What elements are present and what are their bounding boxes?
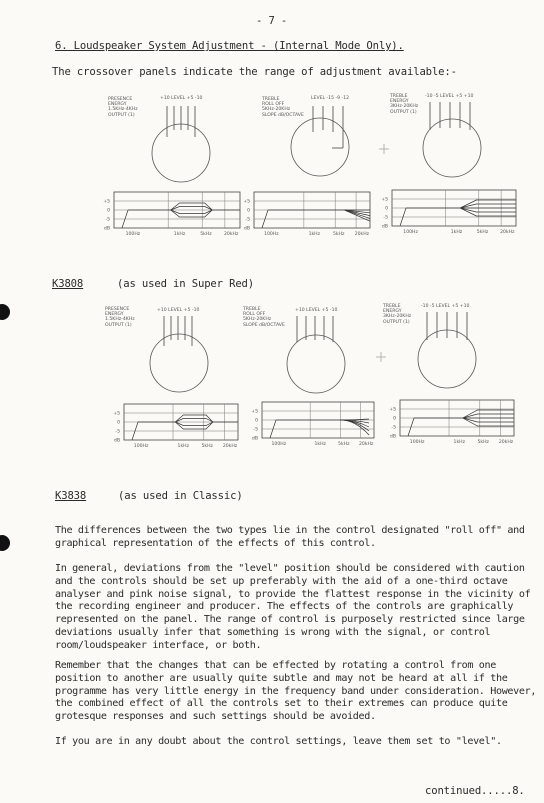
x-tick-label: 100Hz <box>403 230 418 235</box>
x-tick-label: 100Hz <box>264 232 279 237</box>
panel-use-k3808: (as used in Super Red) <box>117 278 255 290</box>
x-tick-label: 5kHz <box>200 232 212 237</box>
knob-scale: LEVEL -15 -9 -12 <box>311 96 350 101</box>
x-tick-label: 5kHz <box>477 440 489 445</box>
y-tick-label: dB <box>389 434 396 440</box>
x-tick-label: 1kHz <box>177 444 190 449</box>
knob-dial <box>285 312 355 407</box>
panel-model-k3808: K3808 <box>52 278 84 290</box>
response-curve <box>463 414 514 418</box>
y-tick-label: -5 <box>253 427 258 433</box>
x-tick-label: 1kHz <box>453 440 466 445</box>
y-tick-label: +5 <box>113 411 120 417</box>
response-curve <box>175 422 213 426</box>
plus-mark <box>379 144 389 154</box>
x-tick-label: 5kHz <box>201 444 213 449</box>
response-graph <box>244 400 384 460</box>
y-tick-label: dB <box>251 436 258 442</box>
knob-dial <box>420 98 500 193</box>
punch-hole-bottom <box>0 535 10 551</box>
x-tick-label: 100Hz <box>409 440 425 445</box>
panel-model-k3838: K3838 <box>55 490 87 502</box>
y-tick-label: 0 <box>117 420 120 426</box>
panel-use-k3838: (as used in Classic) <box>118 490 243 502</box>
y-tick-label: dB <box>243 226 250 232</box>
x-tick-label: 1kHz <box>314 442 326 447</box>
response-graph <box>236 190 376 250</box>
x-tick-label: 100Hz <box>271 442 287 447</box>
response-graph <box>382 398 522 458</box>
x-tick-label: 1kHz <box>450 230 463 235</box>
y-tick-label: -5 <box>245 217 250 223</box>
y-tick-label: dB <box>381 224 388 230</box>
knob-label: TREBLE ROLL OFF 5KHz-20KHz SLOPE dB/OCTAVE <box>243 307 285 328</box>
x-tick-label: 20kHz <box>223 232 239 237</box>
response-graph <box>374 188 524 248</box>
x-tick-label: 100Hz <box>133 444 149 449</box>
y-tick-label: dB <box>113 438 120 444</box>
response-curve <box>463 418 514 422</box>
x-tick-label: 1kHz <box>173 232 186 237</box>
section-heading: 6. Loudspeaker System Adjustment - (Internal Mode Only). <box>55 40 404 52</box>
y-tick-label: -5 <box>105 217 110 223</box>
knob-scale: +10 LEVEL +5 -10 <box>160 96 203 101</box>
y-tick-label: 0 <box>393 416 396 422</box>
y-tick-label: +5 <box>389 407 396 413</box>
response-curve <box>171 210 213 214</box>
knob-scale: -10 -5 LEVEL +5 +10 <box>425 94 474 99</box>
y-tick-label: -5 <box>391 425 396 431</box>
x-tick-label: 20kHz <box>222 444 238 449</box>
knob-scale: -10 -5 LEVEL +5 +10 <box>421 304 470 309</box>
response-graph <box>96 190 246 250</box>
response-curve <box>175 419 213 423</box>
footer-continued: continued.....8. <box>425 785 525 797</box>
knob-label: TREBLE ENERGY 3KHz-20KHz OUTPUT (1) <box>390 94 419 115</box>
response-curve <box>171 207 213 211</box>
y-tick-label: -5 <box>383 215 388 221</box>
x-tick-label: 5kHz <box>332 232 345 237</box>
x-tick-label: 20kHz <box>354 232 370 237</box>
x-tick-label: 100Hz <box>125 232 141 237</box>
response-graph <box>106 402 246 462</box>
punch-hole-top <box>0 304 10 320</box>
knob-dial <box>290 100 370 195</box>
plus-mark <box>376 352 386 362</box>
page-number: - 7 - <box>256 15 288 27</box>
knob-label: TREBLE ROLL OFF 5KHz-20KHz SLOPE dB/OCTAVE <box>262 97 304 118</box>
x-tick-label: 1kHz <box>308 232 321 237</box>
knob-dial <box>415 308 495 403</box>
knob-scale: +10 LEVEL +5 -10 <box>295 308 338 313</box>
intro-text: The crossover panels indicate the range of adjustment available:- <box>52 66 457 78</box>
knob-scale: +10 LEVEL +5 -10 <box>157 308 200 313</box>
paragraph-2: In general, deviations from the "level" position should be considered with caution and the controls should be set up preferably with the aid of a one-third octave analyser and pink noise signal, to provide the flattest response in the vicinity of the recording engineer and producer. The effects of the controls are graphically represented on the panel. The range of control is purposely restricted since large deviations usually infer that something is wrong with the signal, or control room/loudspeaker interface, or both. <box>55 563 531 651</box>
x-tick-label: 5kHz <box>338 442 350 447</box>
paragraph-3: Remember that the changes that can be effected by rotating a control from one position to another are usually quite subtle and may not be heard at all if the programme has very little energy in the frequency band under consideration. However, the combined effect of all the controls set to their extremes can produce quite grotesque responses and such settings should be avoided. <box>55 660 537 723</box>
y-tick-label: -5 <box>115 429 120 435</box>
knob-dial <box>150 100 220 195</box>
paragraph-4: If you are in any doubt about the control settings, leave them set to "level". <box>55 736 502 747</box>
knob-label: TREBLE ENERGY 3KHz-20KHz OUTPUT (1) <box>383 304 412 325</box>
y-tick-label: +5 <box>103 199 110 205</box>
response-curve <box>460 204 516 208</box>
x-tick-label: 5kHz <box>476 230 489 235</box>
x-tick-label: 20kHz <box>498 440 514 445</box>
y-tick-label: +5 <box>243 199 250 205</box>
y-tick-label: +5 <box>381 197 388 203</box>
y-tick-label: +5 <box>251 409 258 415</box>
paragraph-1: The differences between the two types lie in the control designated "roll off" and graphical representation of the effects of this control. <box>55 525 525 549</box>
x-tick-label: 20kHz <box>500 230 515 235</box>
knob-label: PRESENCE ENERGY 1.5KHz-4KHz OUTPUT (1) <box>108 97 138 118</box>
y-tick-label: dB <box>103 226 110 232</box>
y-tick-label: 0 <box>247 208 250 214</box>
response-curve <box>460 208 516 212</box>
knob-label: PRESENCE ENERGY 1.5KHz-4KHz OUTPUT (1) <box>105 307 135 328</box>
knob-dial <box>148 312 218 407</box>
response-curve <box>344 210 370 216</box>
y-tick-label: 0 <box>107 208 110 214</box>
y-tick-label: 0 <box>385 206 388 212</box>
y-tick-label: 0 <box>255 418 258 424</box>
x-tick-label: 20kHz <box>358 442 374 447</box>
